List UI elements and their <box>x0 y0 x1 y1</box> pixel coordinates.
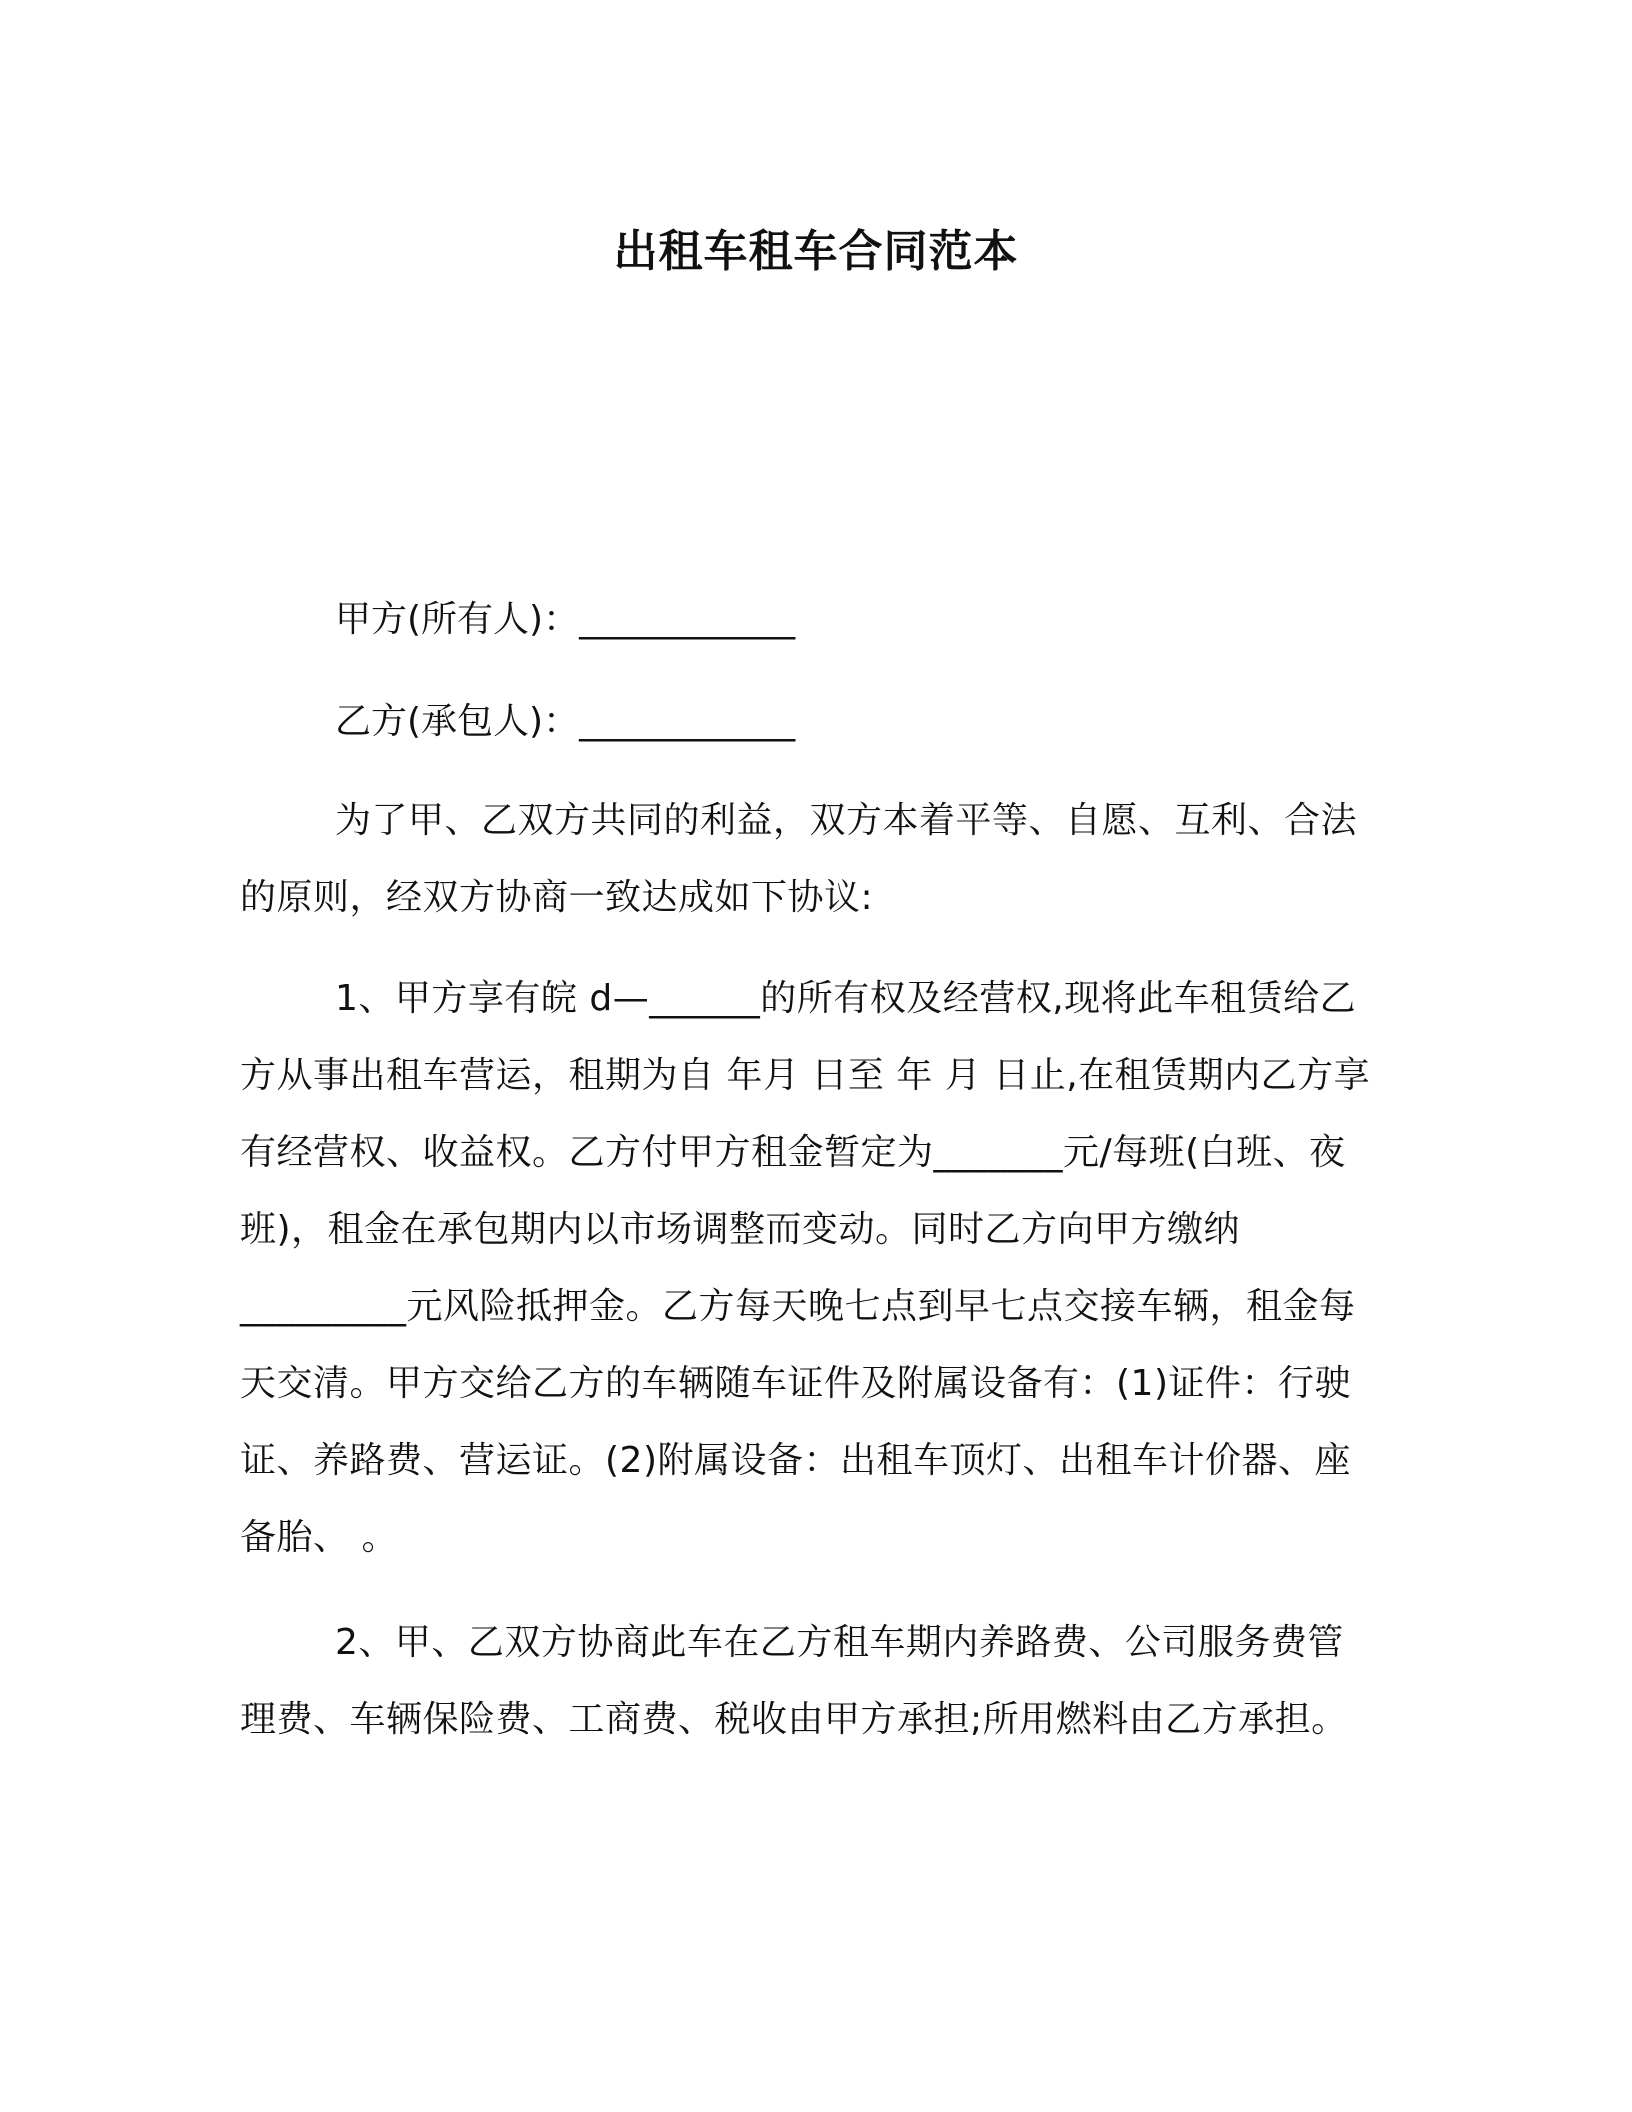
party-a-line: 甲方(所有人)：____________ <box>335 599 796 640</box>
clause-2-text: 2、甲、乙双方协商此车在乙方租车期内养路费、公司服务费管理费、车辆保险费、工商费、税收由甲方承担;所用燃料由乙方承担。 <box>240 1622 1348 1740</box>
intro-text: 为了甲、乙双方共同的利益，双方本着平等、自愿、互利、合法的原则，经双方协商一致达成如下协议: <box>240 800 1358 918</box>
party-b-line: 乙方(承包人)：____________ <box>335 701 796 742</box>
document-title: 出租车租车合同范本 <box>613 226 1019 277</box>
intro-paragraph <box>240 782 1380 936</box>
clause-1-text: 1、甲方享有皖 d—______的所有权及经营权,现将此车租赁给乙方从事出租车营运，租期为自 年月 日至 年 月 日止,在租赁期内乙方享有经营权、收益权。乙方付甲方租金暂定为_______元/每班(白班、夜班)，租金在承包期内以市场调整而变动。同时乙方向甲方缴纳_________元风险抵押金。乙方每天晚七点到早七点交接车辆，租金每天交清。甲方交给乙方的车辆随车证件及附属设备有：(1)证件：行驶证、养路费、营运证。(2)附属设备：出租车顶灯、出租车计价器、座备胎、 。 <box>240 978 1371 1558</box>
clause-2-paragraph <box>240 1604 1380 1758</box>
clause-1-paragraph <box>240 960 1380 1576</box>
